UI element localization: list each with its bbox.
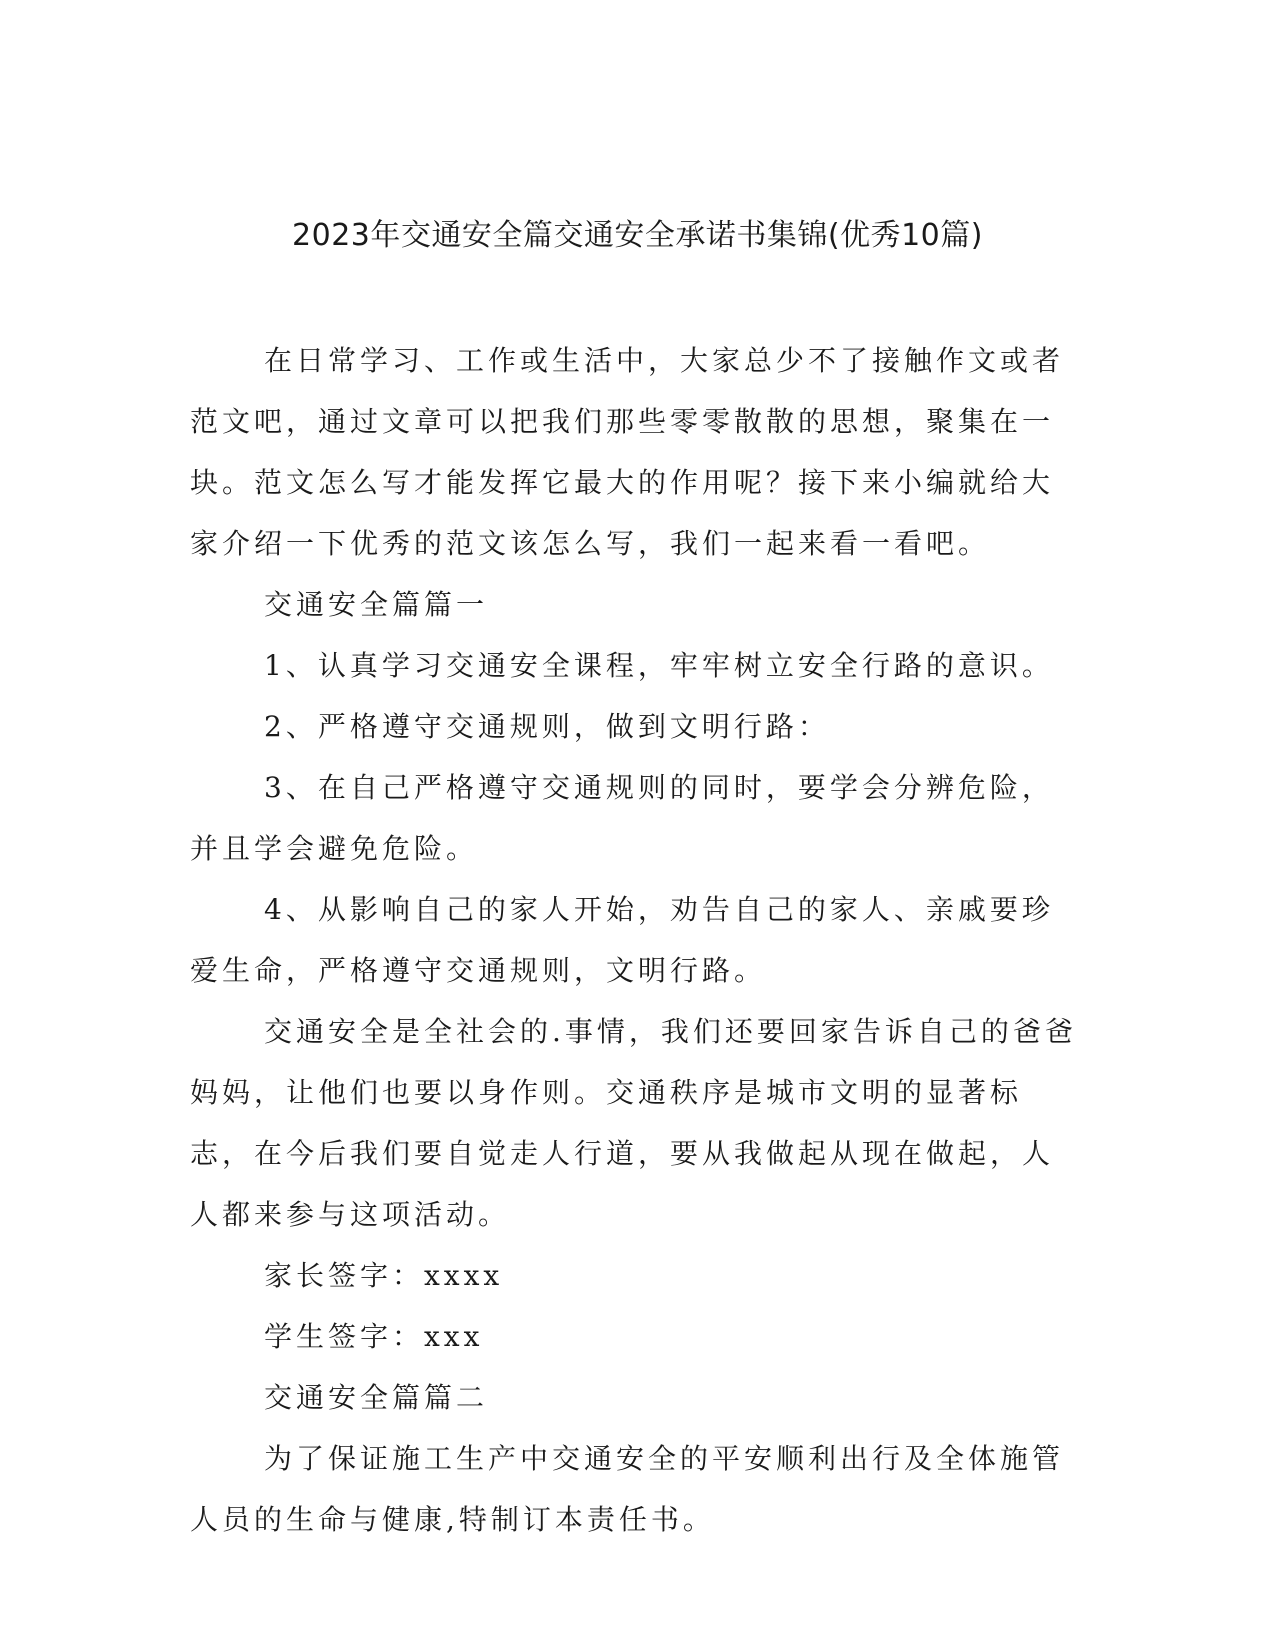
list-item-3: 3、在自己严格遵守交通规则的同时，要学会分辨危险，并且学会避免危险。 — [190, 771, 1054, 865]
closing-paragraph: 交通安全是全社会的.事情，我们还要回家告诉自己的爸爸妈妈，让他们也要以身作则。交通秩序是城市文明的显著标志，在今后我们要自觉走人行道，要从我做起从现在做起，人人都来参与这项活动。 — [190, 1015, 1077, 1231]
section-two-paragraph: 为了保证施工生产中交通安全的平安顺利出行及全体施管人员的生命与健康,特制订本责任书。 — [190, 1442, 1065, 1536]
parent-signature: 家长签字：xxxx — [264, 1259, 504, 1292]
list-item-1: 1、认真学习交通安全课程，牢牢树立安全行路的意识。 — [264, 649, 1054, 682]
list-item-2: 2、严格遵守交通规则，做到文明行路： — [264, 710, 830, 743]
section-heading-one: 交通安全篇篇一 — [264, 588, 489, 621]
section-heading-two: 交通安全篇篇二 — [264, 1381, 489, 1414]
student-signature: 学生签字：xxx — [264, 1320, 484, 1353]
document-title: 2023年交通安全篇交通安全承诺书集锦(优秀10篇) — [292, 218, 983, 253]
intro-paragraph: 在日常学习、工作或生活中，大家总少不了接触作文或者范文吧，通过文章可以把我们那些零零散散的思想，聚集在一块。范文怎么写才能发挥它最大的作用呢？接下来小编就给大家介绍一下优秀的范文该怎么写，我们一起来看一看吧。 — [190, 344, 1065, 560]
document-body — [190, 330, 1080, 1550]
list-item-4: 4、从影响自己的家人开始，劝告自己的家人、亲戚要珍爱生命，严格遵守交通规则，文明行路。 — [190, 893, 1054, 987]
